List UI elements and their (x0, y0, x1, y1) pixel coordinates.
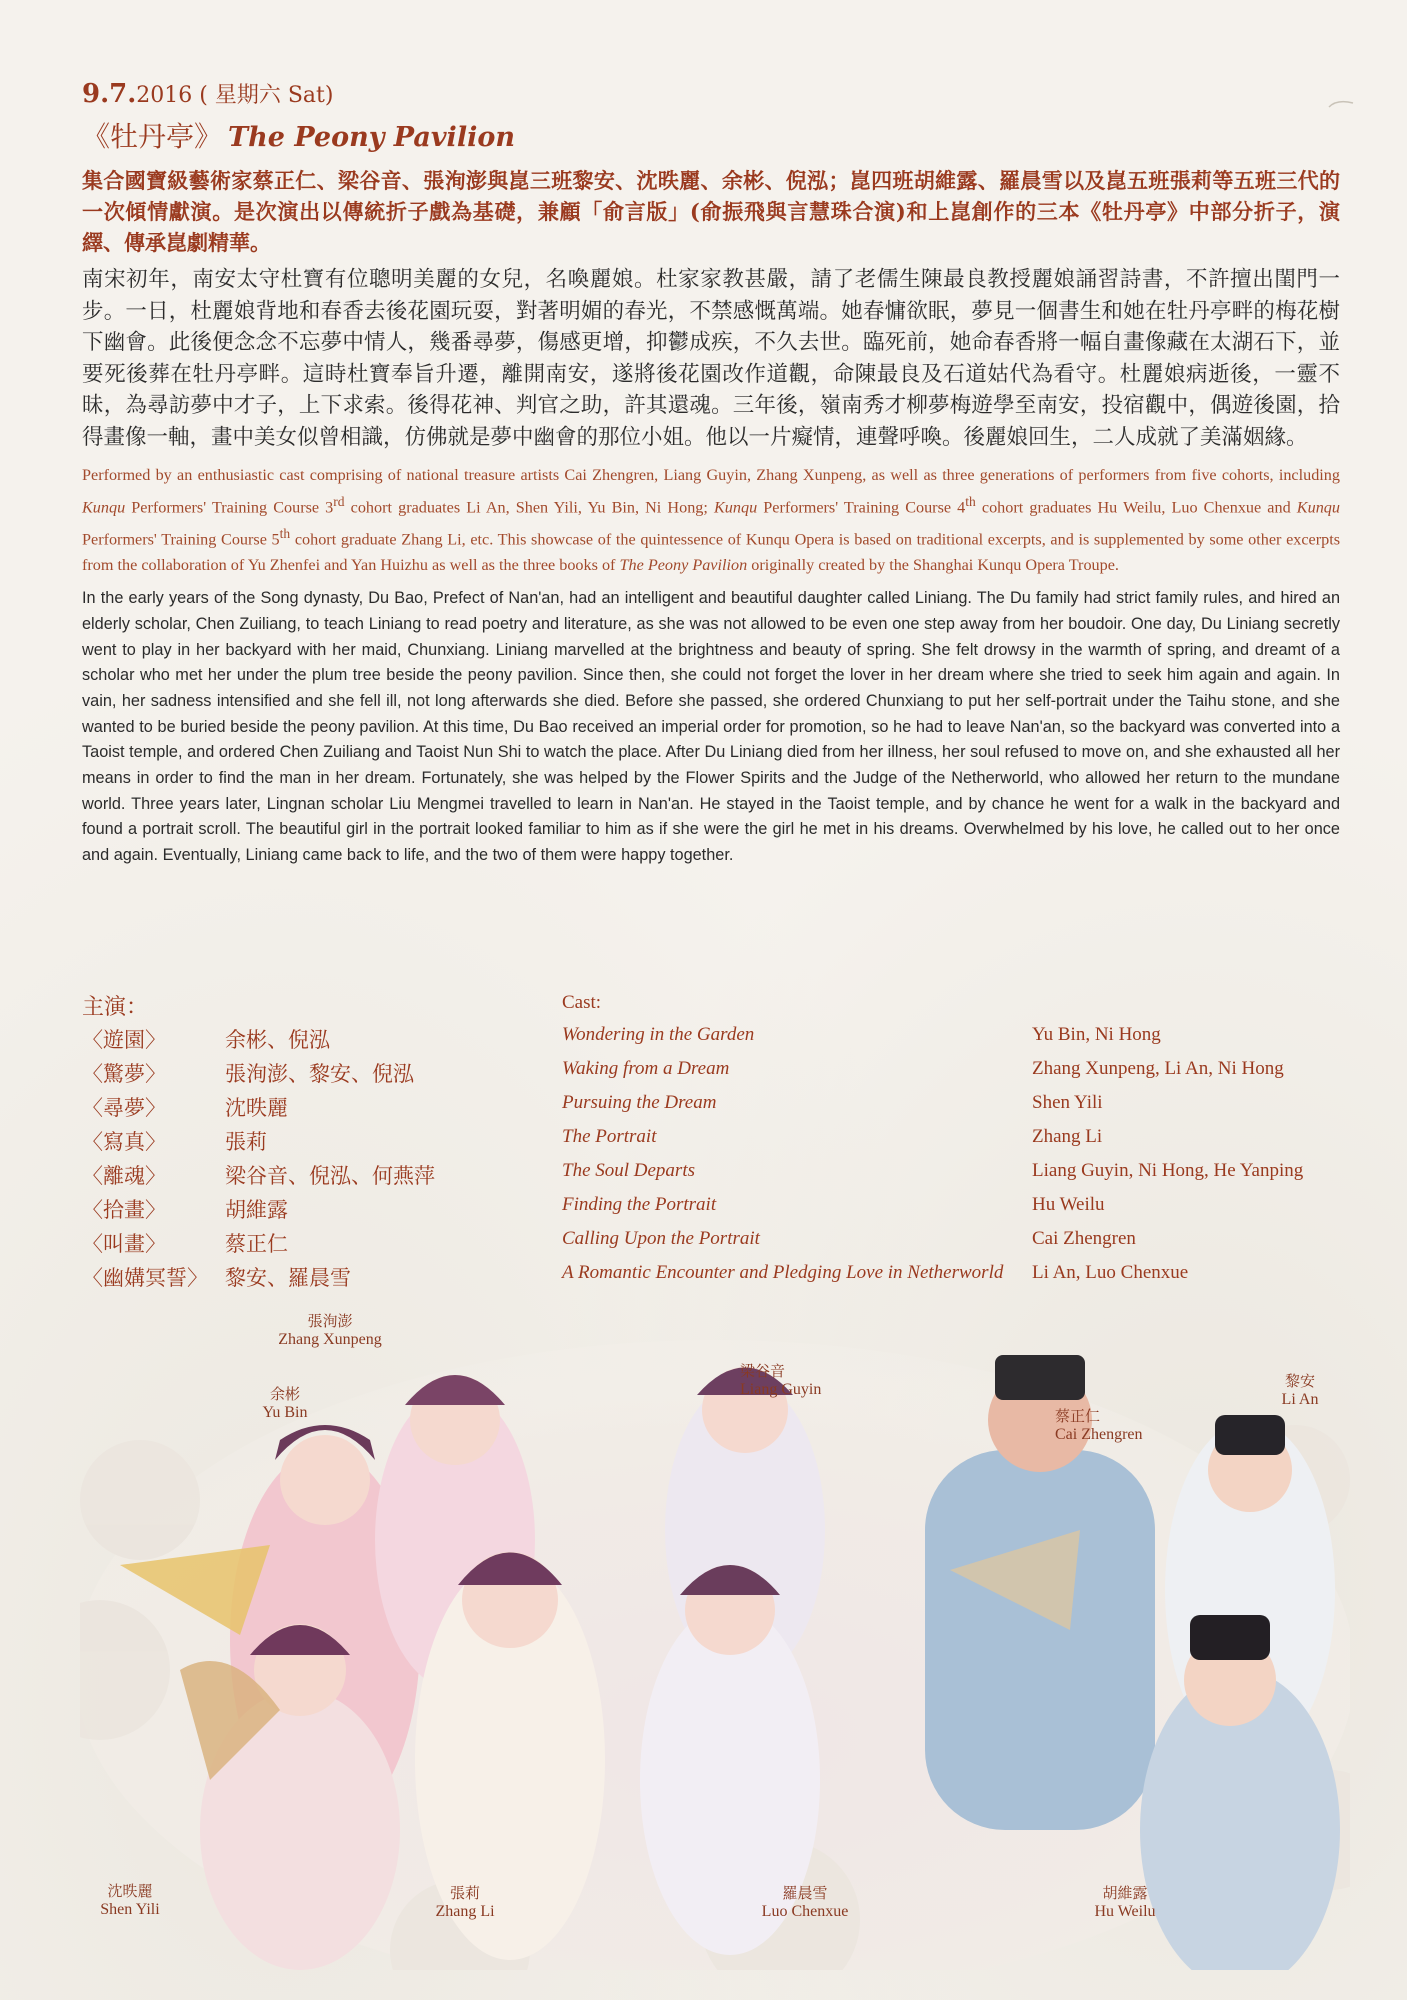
photo-label-en: Yu Bin (262, 1404, 308, 1421)
intro-en-ordinal: th (279, 525, 291, 541)
programme-title (82, 115, 1340, 155)
performers-zh: 黎安、羅晨雪 (225, 1266, 351, 1290)
cast-row (82, 1262, 1340, 1296)
intro-en-kunqu: Kunqu (82, 497, 126, 516)
performers-en: Li An, Luo Chenxue (1032, 1262, 1189, 1283)
intro-en-part: cohort graduates Li An, Shen Yili, Yu Bin, Ni Hong; (344, 497, 714, 516)
photo-label-en: Zhang Li (435, 1903, 495, 1920)
performers-zh: 沈昳麗 (225, 1096, 288, 1120)
photo-label-en: Shen Yili (100, 1901, 160, 1918)
performers-en: Zhang Xunpeng, Li An, Ni Hong (1032, 1058, 1284, 1079)
intro-en-part: originally created by the Shanghai Kunqu Opera Troupe. (747, 555, 1119, 574)
photo-label-zh: 胡維露 (1102, 1884, 1148, 1902)
photo-label-zhang-xunpeng (250, 1310, 410, 1349)
intro-en-part: Performers' Training Course 5 (82, 529, 280, 548)
scene-zh: 〈驚夢〉 (82, 1062, 166, 1086)
scene-en: Wondering in the Garden (562, 1024, 755, 1045)
photo-label-en: Cai Zhengren (1055, 1426, 1143, 1443)
performers-zh: 余彬、倪泓 (225, 1028, 330, 1052)
performers-zh: 梁谷音、倪泓、何燕萍 (225, 1164, 435, 1188)
intro-en-ordinal: rd (333, 493, 345, 509)
photo-label-en: Luo Chenxue (761, 1903, 849, 1920)
performers-en: Zhang Li (1032, 1126, 1103, 1147)
scene-zh: 〈叫畫〉 (82, 1232, 166, 1256)
intro-en-kunqu: Kunqu (713, 497, 758, 516)
photo-label-zh: 梁谷音 (740, 1362, 786, 1380)
cast-row (82, 1228, 1340, 1262)
scene-zh: 〈尋夢〉 (82, 1096, 166, 1120)
scene-zh: 〈幽媾冥誓〉 (82, 1266, 208, 1290)
photo-label-en: Li An (1281, 1391, 1319, 1408)
scene-zh: 〈寫真〉 (82, 1130, 166, 1154)
date-year-weekday: 2016 ( 星期六 Sat) (136, 83, 334, 108)
synopsis-english: In the early years of the Song dynasty, Du Bao, Prefect of Nan'an, had an intelligent and beautiful daughter called Liniang. The Du family had strict family rules, and hired an elderly scholar, Chen Zuiliang, to teach Liniang to read poetry and literature, as she was not allowed to be even one step away from her boudoir. One day, Du Liniang secretly went to play in her backyard with her maid, Chunxiang. Liniang marvelled at the brightness and beauty of spring. She felt drowsy in the warmth of spring, and dreamt of a scholar who met her under the plum tree beside the peony pavilion. Since then, she could not forget the lover in her dream where she tried to seek him again and again. In vain, her sadness intensified and she fell ill, not long afterwards she died. Before she passed, she ordered Chunxiang to put her self-portrait under the Taihu stone, and she wanted to be buried beside the peony pavilion. At this time, Du Bao received an imperial order for promotion, so he had to leave Nan'an, so the backyard was converted into a Taoist temple, and ordered Chen Zuiliang and Taoist Nun Shi to watch the place. After Du Liniang died from her illness, her soul refused to move on, and she exhausted all her means in order to find the man in her dream. Fortunately, she was helped by the Flower Spirits and the Judge of the Netherworld, who allowed her return to the mundane world. Three years later, Lingnan scholar Liu Mengmei travelled to learn in Nan'an. He stayed in the Taoist temple, and by chance he went for a walk in the backyard and found a portrait scroll. The beautiful girl in the portrait looked familiar to him as if she were the girl he met in his dreams. Overwhelmed by his love, he called out to her once and again. Eventually, Liniang came back to life, and the two of them were happy together. (82, 589, 1340, 865)
photo-label-liang-guyin (740, 1360, 880, 1399)
title-zh: 《牡丹亭》 (82, 120, 223, 153)
scene-zh: 〈遊園〉 (82, 1028, 166, 1052)
intro-english (82, 463, 1340, 578)
title-en: The Peony Pavilion (228, 122, 515, 153)
photo-label-zh: 蔡正仁 (1055, 1407, 1101, 1425)
performers-en: Yu Bin, Ni Hong (1032, 1024, 1161, 1045)
intro-en-kunqu: Kunqu (1296, 497, 1340, 516)
performance-date (82, 78, 1340, 109)
cast-row (82, 1160, 1340, 1194)
performers-en: Liang Guyin, Ni Hong, He Yanping (1032, 1160, 1304, 1181)
intro-en-part: cohort graduate Zhang Li, etc. This showcase of the quintessence of Kunqu Opera is based on traditional excerpts, and is supplemented by some other excerpts from the collaboration of Yu Zhenfei and Yan Huizhu as well as the three books of (82, 529, 1341, 574)
photo-label-zh: 羅晨雪 (782, 1884, 828, 1902)
photo-label-yu-bin (230, 1383, 340, 1422)
photo-label-zh: 余彬 (269, 1385, 300, 1403)
performers-zh: 張洵澎、黎安、倪泓 (225, 1062, 414, 1086)
scene-en: Calling Upon the Portrait (562, 1228, 760, 1249)
cast-photo (80, 1310, 1350, 1970)
photo-label-en: Liang Guyin (740, 1381, 822, 1398)
cast-heading-en: Cast: (562, 992, 602, 1013)
scene-en: The Portrait (562, 1126, 657, 1147)
photo-label-hu-weilu (1070, 1882, 1180, 1921)
scene-en: Pursuing the Dream (562, 1092, 717, 1113)
cast-row (82, 1194, 1340, 1228)
cast-row (82, 1092, 1340, 1126)
cast-row (82, 1024, 1340, 1058)
photo-label-zh: 沈昳麗 (107, 1882, 153, 1900)
intro-en-title: The Peony Pavilion (619, 555, 748, 574)
performers-en: Cai Zhengren (1032, 1228, 1136, 1249)
performers-en: Hu Weilu (1032, 1194, 1105, 1215)
intro-en-part: Performers' Training Course 3 (125, 497, 334, 516)
intro-en-part: Performers' Training Course 4 (757, 497, 966, 516)
intro-en-ordinal: th (965, 493, 976, 509)
photo-label-zh: 張莉 (449, 1884, 480, 1902)
photo-label-zh: 黎安 (1284, 1372, 1315, 1390)
performers-zh: 張莉 (225, 1130, 267, 1154)
programme-text (82, 78, 1340, 869)
photo-label-zh: 張洵澎 (307, 1312, 353, 1330)
scene-en: The Soul Departs (562, 1160, 695, 1181)
photo-label-cai-zhengren (1055, 1405, 1205, 1444)
intro-en-part: cohort graduates Hu Weilu, Luo Chenxue and (975, 497, 1297, 516)
cast-row (82, 1058, 1340, 1092)
photo-label-zhang-li (420, 1882, 510, 1921)
synopsis-chinese: 南宋初年，南安太守杜寶有位聰明美麗的女兒，名喚麗娘。杜家家教甚嚴，請了老儒生陳最良教授麗娘誦習詩書，不許擅出閨門一步。一日，杜麗娘背地和春香去後花園玩耍，對著明媚的春光，不禁感慨萬端。她春慵欲眠，夢見一個書生和她在牡丹亭畔的梅花樹下幽會。此後便念念不忘夢中情人，幾番尋夢，傷感更增，抑鬱成疾，不久去世。臨死前，她命春香將一幅自畫像藏在太湖石下，並要死後葬在牡丹亭畔。這時杜寶奉旨升遷，離開南安，遂將後花園改作道觀，命陳最良及石道姑代為看守。杜麗娘病逝後，一靈不昧，為尋訪夢中才子，上下求索。後得花神、判官之助，許其還魂。三年後，嶺南秀才柳夢梅遊學至南安，投宿觀中，偶遊後園，拾得畫像一軸，畫中美女似曾相識，仿佛就是夢中幽會的那位小姐。他以一片癡情，連聲呼喚。後麗娘回生，二人成就了美滿姻緣。 (82, 267, 1340, 450)
scene-en: A Romantic Encounter and Pledging Love in Netherworld (562, 1262, 1004, 1283)
scene-zh: 〈拾畫〉 (82, 1198, 166, 1222)
scene-en: Finding the Portrait (562, 1194, 717, 1215)
scene-en: Waking from a Dream (562, 1058, 730, 1079)
performers-zh: 胡維露 (225, 1198, 288, 1222)
date-day-month: 9.7. (82, 79, 137, 109)
photo-label-en: Zhang Xunpeng (278, 1331, 382, 1348)
photo-label-en: Hu Weilu (1094, 1903, 1156, 1920)
cast-heading-zh: 主演： (82, 995, 149, 1020)
performers-zh: 蔡正仁 (225, 1232, 288, 1256)
intro-en-part: Performed by an enthusiastic cast comprising of national treasure artists Cai Zhengren, Liang Guyin, Zhang Xunpeng, as well as three generations of performers from five cohorts, including (82, 466, 1340, 484)
performers-en: Shen Yili (1032, 1092, 1103, 1113)
cast-list (82, 990, 1340, 1290)
photo-label-li-an (1265, 1370, 1335, 1409)
photo-label-shen-yili (70, 1880, 190, 1919)
photo-label-luo-chenxue (745, 1882, 865, 1921)
cast-row (82, 1126, 1340, 1160)
scene-zh: 〈離魂〉 (82, 1164, 166, 1188)
intro-chinese: 集合國寶級藝術家蔡正仁、梁谷音、張洵澎與崑三班黎安、沈昳麗、余彬、倪泓；崑四班胡維露、羅晨雪以及崑五班張莉等五班三代的一次傾情獻演。是次演出以傳統折子戲為基礎，兼顧「俞言版」(俞振飛與言慧珠合演)和上崑創作的三本《牡丹亭》中部分折子，演繹、傳承崑劇精華。 (82, 168, 1340, 255)
